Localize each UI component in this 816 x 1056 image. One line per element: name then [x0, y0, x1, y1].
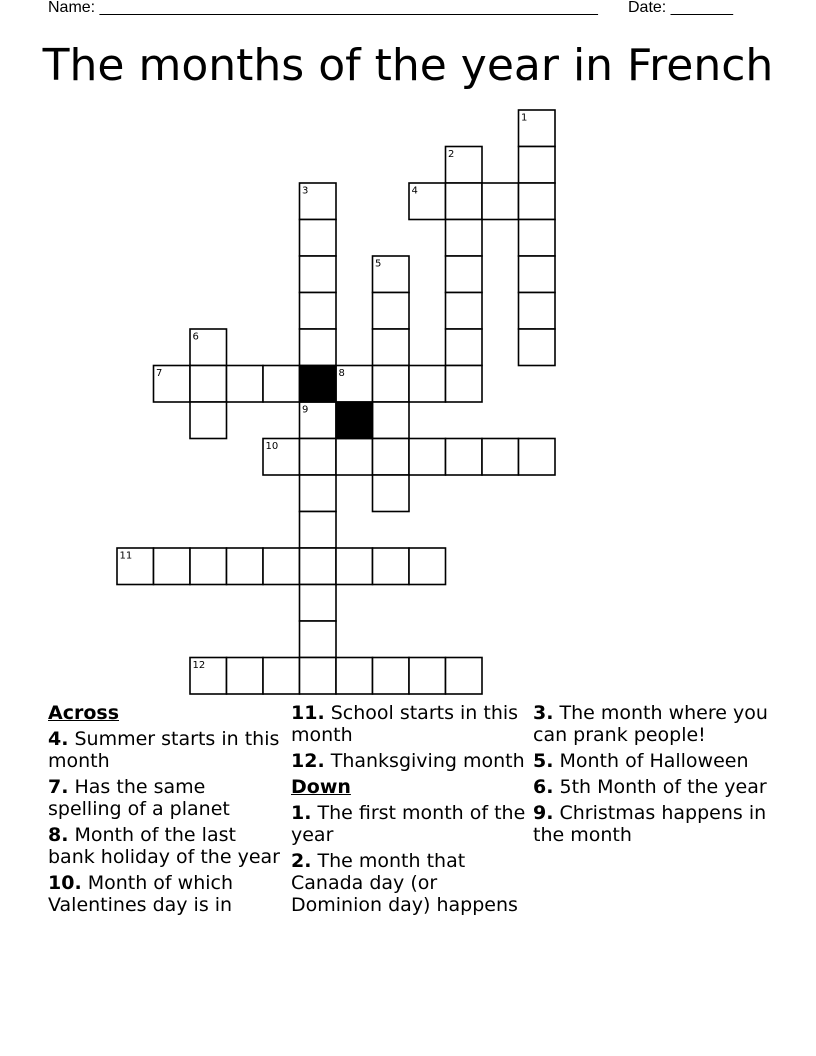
grid-cell[interactable]	[190, 402, 227, 439]
grid-cell[interactable]	[300, 548, 337, 585]
cell-number-7: 7	[156, 368, 163, 379]
grid-cell[interactable]	[373, 402, 410, 439]
clue-down-1: 1. The first month of the year	[291, 802, 526, 846]
cell-number-10: 10	[265, 441, 279, 452]
grid-cell[interactable]	[409, 658, 446, 695]
grid-cell[interactable]	[300, 475, 337, 512]
grid-cell[interactable]	[373, 439, 410, 476]
grid-cell[interactable]	[227, 366, 264, 403]
grid-cell[interactable]	[519, 183, 556, 220]
grid-cell[interactable]	[190, 366, 227, 403]
grid-cell[interactable]	[446, 439, 483, 476]
grid-cell[interactable]	[373, 548, 410, 585]
grid-cell[interactable]	[446, 658, 483, 695]
clue-across-11: 11. School starts in this month	[291, 702, 519, 746]
cell-number-8: 8	[338, 368, 345, 379]
clue-down-3: 3. The month where you can prank people!	[533, 702, 768, 746]
grid-cell[interactable]	[446, 256, 483, 293]
cell-number-11: 11	[119, 550, 133, 562]
clue-across-12: 12. Thanksgiving month	[291, 750, 525, 772]
clue-down-2: 2. The month that Canada day (or Dominion day) happens	[291, 850, 518, 916]
grid-cell[interactable]	[336, 658, 373, 695]
clue-column-2	[291, 702, 526, 920]
grid-cell[interactable]	[263, 366, 300, 403]
grid-cell[interactable]	[336, 548, 373, 585]
grid-cell[interactable]	[373, 293, 410, 330]
clue-across-7: 7. Has the same spelling of a planet	[48, 776, 230, 820]
clue-across-8: 8. Month of the last bank holiday of the year	[48, 824, 280, 868]
grid-cell[interactable]	[300, 439, 337, 476]
grid-cell[interactable]	[409, 439, 446, 476]
grid-cell[interactable]	[373, 329, 410, 366]
grid-cell[interactable]	[519, 439, 556, 476]
clue-column-1	[48, 702, 283, 920]
grid-cell[interactable]	[300, 220, 337, 257]
grid-cell[interactable]	[409, 366, 446, 403]
grid-cell[interactable]	[227, 658, 264, 695]
grid-cell[interactable]	[446, 293, 483, 330]
grid-cell[interactable]	[409, 548, 446, 585]
grid-cell[interactable]	[519, 220, 556, 257]
name-field-label: Name: ________________________________________________________	[48, 0, 598, 16]
clue-across-10: 10. Month of which Valentines day is in	[48, 872, 234, 916]
clue-down-5: 5. Month of Halloween	[533, 750, 749, 772]
grid-cell[interactable]	[373, 366, 410, 403]
grid-cell[interactable]	[300, 621, 337, 658]
grid-cell[interactable]	[300, 329, 337, 366]
date-field-label: Date: _______	[628, 0, 733, 16]
grid-cell[interactable]	[263, 658, 300, 695]
grid-cell[interactable]	[446, 183, 483, 220]
grid-cell[interactable]	[227, 548, 264, 585]
grid-cell[interactable]	[263, 548, 300, 585]
cell-number-4: 4	[411, 185, 418, 197]
grid-cell[interactable]	[300, 585, 337, 622]
clue-down-6: 6. 5th Month of the year	[533, 776, 767, 798]
grid-cell[interactable]	[446, 220, 483, 257]
grid-cell-blocked	[300, 366, 337, 403]
down-heading: Down	[291, 776, 351, 798]
across-heading: Across	[48, 702, 120, 724]
cell-number-12: 12	[192, 660, 206, 671]
cell-number-6: 6	[192, 331, 199, 343]
page-title: The months of the year in French	[42, 40, 774, 91]
grid-cell[interactable]	[446, 329, 483, 366]
grid-cell[interactable]	[482, 183, 519, 220]
clue-across-4: 4. Summer starts in this month	[48, 728, 280, 772]
grid-cell[interactable]	[446, 366, 483, 403]
grid-cell-blocked	[336, 402, 373, 439]
clue-column-3	[533, 702, 773, 850]
grid-cell[interactable]	[190, 548, 227, 585]
cell-number-9: 9	[302, 404, 309, 416]
grid-cell[interactable]	[519, 147, 556, 184]
cell-number-2: 2	[448, 149, 455, 160]
clue-down-9: 9. Christmas happens in the month	[533, 802, 767, 846]
grid-cell[interactable]	[336, 439, 373, 476]
cell-number-1: 1	[521, 112, 528, 124]
cell-number-5: 5	[375, 258, 382, 270]
grid-cell[interactable]	[373, 658, 410, 695]
grid-cell[interactable]	[154, 548, 191, 585]
grid-cell[interactable]	[300, 512, 337, 549]
grid-cell[interactable]	[482, 439, 519, 476]
grid-cell[interactable]	[519, 293, 556, 330]
grid-cell[interactable]	[300, 658, 337, 695]
grid-cell[interactable]	[300, 293, 337, 330]
grid-cell[interactable]	[519, 256, 556, 293]
grid-cell[interactable]	[519, 329, 556, 366]
cell-number-3: 3	[302, 185, 309, 197]
grid-cell[interactable]	[300, 256, 337, 293]
grid-cell[interactable]	[373, 475, 410, 512]
